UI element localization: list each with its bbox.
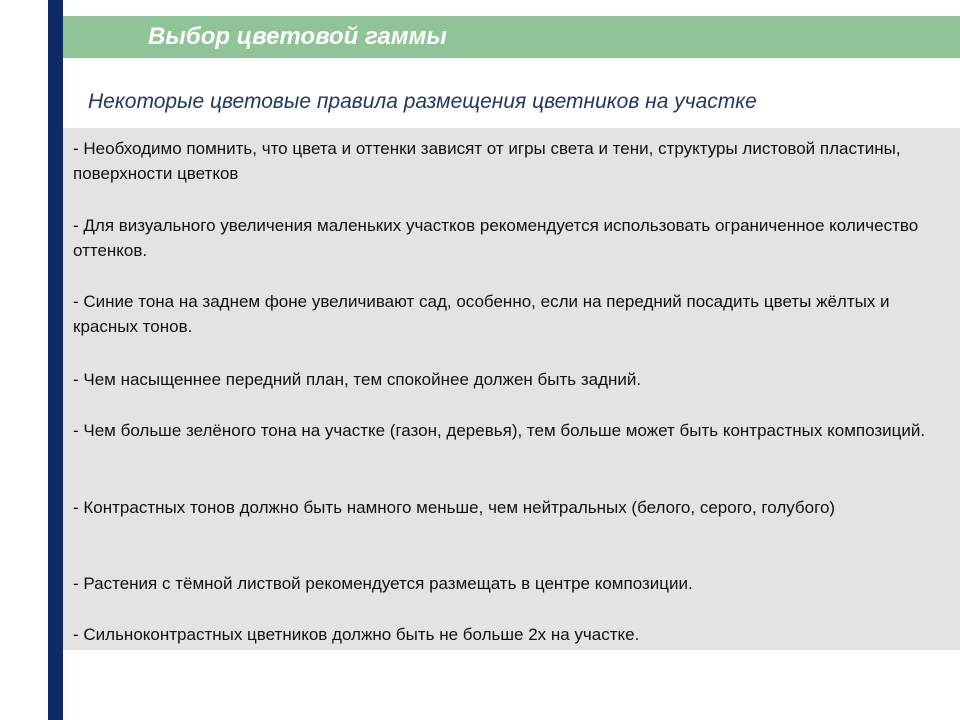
rule-item: - Необходимо помнить, что цвета и оттенки зависят от игры света и тени, структуры листовой пластины, поверхности цветков <box>73 139 901 183</box>
rule-item: - Чем больше зелёного тона на участке (газон, деревья), тем больше может быть контрастных композиций. <box>73 421 926 440</box>
left-accent-bar <box>48 0 63 720</box>
rule-item: - Синие тона на заднем фоне увеличивают сад, особенно, если на передний посадить цветы жёлтых и красных тонов. <box>73 292 890 336</box>
rule-item: - Растения с тёмной листвой рекомендуется размещать в центре композиции. <box>73 574 693 593</box>
rule-item: - Сильноконтрастных цветников должно быть не больше 2х на участке. <box>73 625 640 644</box>
rule-item: - Контрастных тонов должно быть намного меньше, чем нейтральных (белого, серого, голубого) <box>73 498 836 517</box>
rule-item: - Для визуального увеличения маленьких участков рекомендуется использовать ограниченное количество оттенков. <box>73 216 919 260</box>
rules-content-box <box>63 128 960 650</box>
title-band <box>63 16 960 58</box>
rule-item: - Чем насыщеннее передний план, тем спокойнее должен быть задний. <box>73 370 642 389</box>
slide-subtitle: Некоторые цветовые правила размещения цветников на участке <box>88 90 757 113</box>
slide-title: Выбор цветовой гаммы <box>148 23 447 50</box>
